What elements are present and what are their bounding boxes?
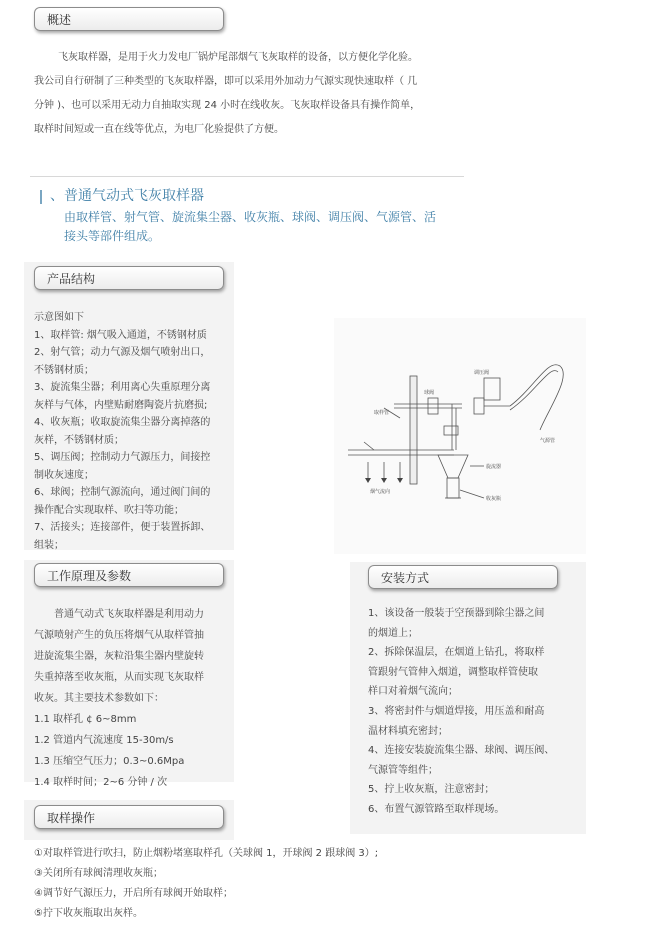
install-line: 温材料填充密封； xyxy=(368,725,448,737)
structure-line: 6、球阀；控制气源流向，通过阀门间的 xyxy=(34,487,211,498)
operation-step: ③关闭所有球阀清理收灰瓶； xyxy=(34,868,163,879)
structure-line: 制收灰速度； xyxy=(34,469,94,481)
install-line: 气源管等组件； xyxy=(368,764,438,776)
diagram-label-valve: 球阀 xyxy=(424,390,435,396)
sampler-diagram-panel xyxy=(334,318,586,554)
install-line: 6、布置气源管路至取样现场。 xyxy=(368,803,505,815)
overview-line: 我公司自行研制了三种类型的飞灰取样器，即可以采用外加动力气源实现快速取样（ 几 xyxy=(34,76,418,87)
principle-line: 1.2 管道内气流速度 15-30m/s xyxy=(34,735,174,746)
principle-heading-label: 工作原理及参数 xyxy=(47,569,132,583)
principle-line: 失重掉落至收灰瓶，从而实现飞灰取样 xyxy=(34,672,204,683)
overview-line: 分钟 )、也可以采用无动力自抽取实现 24 小时在线收灰。飞灰取样设备具有操作简单， xyxy=(34,100,421,111)
structure-line: 2、射气管；动力气源及烟气喷射出口， xyxy=(34,347,211,358)
diagram-label-regulator: 调压阀 xyxy=(474,370,490,376)
structure-line: 3、旋流集尘器；利用离心失重原理分离 xyxy=(34,382,211,393)
divider xyxy=(30,176,464,177)
structure-line: 7、活接头；连接部件，便于装置拆卸、 xyxy=(34,522,211,533)
structure-line: 组装； xyxy=(34,539,64,551)
section-desc-line: 接头等部件组成。 xyxy=(64,229,161,243)
install-line: 2、拆除保温层，在烟道上钻孔，将取样 xyxy=(368,647,545,659)
principle-line: 收灰。其主要技术参数如下： xyxy=(34,693,164,704)
principle-line: 1.1 取样孔 ¢ 6~8mm xyxy=(34,714,137,725)
section-desc-line: 由取样管、射气管、旋流集尘器、收灰瓶、球阀、调压阀、气源管、活 xyxy=(64,210,437,224)
operation-heading-label: 取样操作 xyxy=(47,811,96,825)
operation-steps xyxy=(34,844,624,924)
install-line: 样口对着烟气流向； xyxy=(368,686,458,698)
operation-step: ④调节好气源压力，开启所有球阀开始取样； xyxy=(34,888,233,899)
structure-line: 灰样与气体，内壁贴耐磨陶瓷片抗磨损; xyxy=(34,399,208,411)
diagram-label-flue: 烟气流向 xyxy=(370,489,391,495)
principle-line: 1.3 压缩空气压力；0.3~0.6Mpa xyxy=(34,756,185,767)
section-title-text: 普通气动式飞灰取样器 xyxy=(64,188,204,204)
structure-line: 示意图如下 xyxy=(34,312,84,323)
section-number: 、 xyxy=(50,188,64,204)
structure-line: 1、取样管: 烟气吸入通道，不锈钢材质 xyxy=(34,329,207,341)
structure-list xyxy=(34,309,239,554)
overview-heading-label: 概述 xyxy=(47,13,72,27)
structure-line: 灰样，不锈钢材质； xyxy=(34,434,124,446)
diagram-label-air-hose: 气源管 xyxy=(540,438,556,444)
section-description xyxy=(64,208,464,246)
install-line: 3、将密封件与烟道焊接，用压盖和耐高 xyxy=(368,705,545,717)
structure-heading-label: 产品结构 xyxy=(47,272,96,286)
principle-heading xyxy=(34,563,224,587)
install-heading xyxy=(368,565,558,589)
diagram-label-bottle: 收灰瓶 xyxy=(486,496,502,502)
structure-line: 5、调压阀；控制动力气源压力，间接控 xyxy=(34,452,211,463)
install-heading-label: 安装方式 xyxy=(381,571,430,585)
principle-line: 普通气动式飞灰取样器是利用动力 xyxy=(54,609,204,620)
operation-step: ⑤拧下收灰瓶取出灰样。 xyxy=(34,908,143,919)
diagram-label-sampler: 取样管 xyxy=(374,410,390,416)
principle-line: 1.4 取样时间；2~6 分钟 / 次 xyxy=(34,777,168,788)
install-line: 1、该设备一般装于空预器到除尘器之间 xyxy=(368,608,545,619)
install-line: 的烟道上； xyxy=(368,627,418,639)
principle-line: 进旋流集尘器，灰粒沿集尘器内壁旋转 xyxy=(34,651,204,662)
diagram-label-separator: 旋流器 xyxy=(486,464,502,470)
overview-line: 飞灰取样器，是用于火力发电厂锅炉尾部烟气飞灰取样的设备，以方便化学化验。 xyxy=(58,52,418,63)
section-accent-bar xyxy=(40,190,42,204)
section-title xyxy=(50,186,204,206)
principle-text xyxy=(34,604,239,793)
install-line: 5、拧上收灰瓶，注意密封； xyxy=(368,784,495,796)
operation-heading xyxy=(34,805,224,829)
structure-line: 操作配合实现取样、吹扫等功能； xyxy=(34,504,184,516)
overview-paragraph xyxy=(34,46,624,142)
overview-line: 取样时间短或一直在线等优点，为电厂化验提供了方便。 xyxy=(34,124,284,135)
install-line: 管跟射气管伸入烟道，调整取样管使取 xyxy=(368,666,538,678)
principle-line: 气源喷射产生的负压将烟气从取样管抽 xyxy=(34,630,204,641)
overview-heading xyxy=(34,7,224,31)
sampler-diagram xyxy=(334,318,586,554)
structure-line: 不锈钢材质； xyxy=(34,364,94,376)
structure-line: 4、收灰瓶；收取旋流集尘器分离掉落的 xyxy=(34,417,211,428)
install-line: 4、连接安装旋流集尘器、球阀、调压阀、 xyxy=(368,745,555,757)
install-text xyxy=(368,604,584,820)
operation-step: ①对取样管进行吹扫，防止烟粉堵塞取样孔（关球阀 1，开球阀 2 跟球阀 3）; xyxy=(34,848,379,859)
structure-heading xyxy=(34,266,224,290)
